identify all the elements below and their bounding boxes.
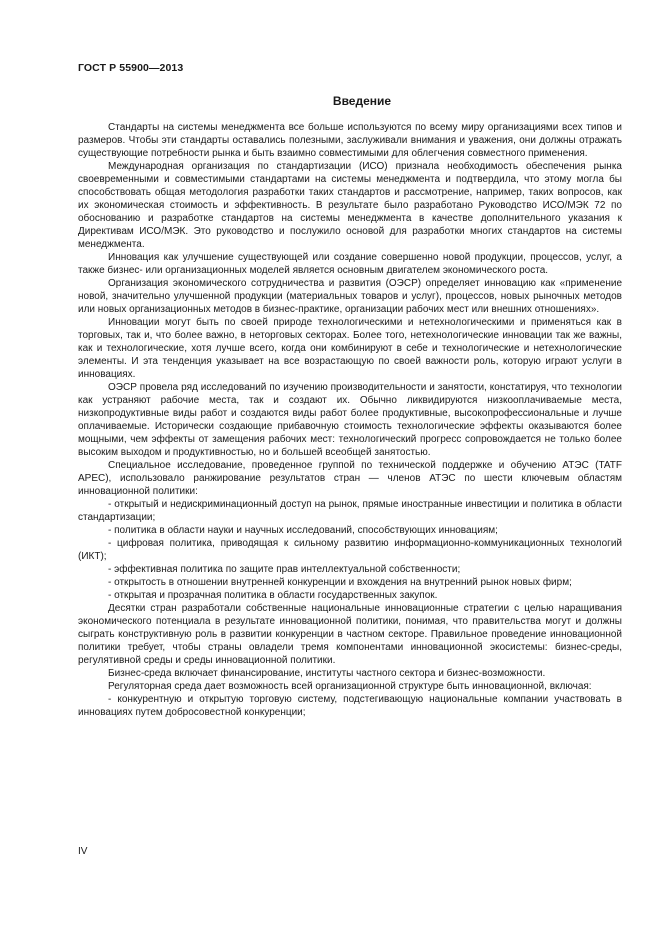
list-item: - открытая и прозрачная политика в области государственных закупок. [108, 590, 438, 601]
list-item: - открытость в отношении внутренней конкуренции и вхождения на внутренний рынок новых фирм; [108, 577, 572, 588]
paragraph: Инновации могут быть по своей природе технологическими и нетехнологическими и применяться как в торговых, так и, что более важно, в неторговых секторах. Более того, нетехнологические инновации так же важны, как и технологические, хотя лучше всего, когда они комбинируют в себе и технологические и нетехнологические элементы. И эта тенденция указывает на все возрастающую по своей важности роль, которую играют услуги в инновациях. [78, 317, 622, 380]
paragraph: Организация экономического сотрудничества и развития (ОЭСР) определяет инновацию как «применение новой, значительно улучшенной продукции (материальных товаров и услуг), процессов, новых рыночных методов или новых организационных методов в бизнес-практике, организации рабочих мест или внешних отношениях». [78, 278, 622, 315]
paragraph: Десятки стран разработали собственные национальные инновационные стратегии с целью наращивания экономического потенциала в результате инновационной политики, понимая, что правительства могут и должны сыграть конструктивную роль в развитии конкуренции в частном секторе. Правильное проведение инновационной политики требует, чтобы страны овладели тремя компонентами инновационной экосистемы: бизнес-среды, регулятивной среды и среды инновационной политики. [78, 603, 622, 666]
document-body [78, 121, 622, 719]
paragraph: Регуляторная среда дает возможность всей организационной структуре быть инновационной, включая: [108, 681, 592, 692]
paragraph: Инновация как улучшение существующей или создание совершенно новой продукции, процессов, услуг, а также бизнес- или организационных моделей является основным двигателем экономического роста. [78, 252, 622, 276]
paragraph: Бизнес-среда включает финансирование, институты частного сектора и бизнес-возможности. [108, 668, 546, 679]
paragraph: ОЭСР провела ряд исследований по изучению производительности и занятости, констатируя, что технологии как устраняют рабочие места, так и создают их. Обычно ликвидируются низкооплачиваемые места, низкопродуктивные виды работ и создаются виды работ более продуктивные, высокопрофессиональные и лучше оплачиваемые. Исторически создающие прибавочную стоимость технологические эффекты оказываются более мощными, чем эффекты от замещения рабочих мест: технологический прогресс сопровождается не только более высоким выходом и продуктивностью, но и большей всеобщей занятостью. [78, 382, 622, 458]
standard-code: ГОСТ Р 55900—2013 [78, 62, 184, 74]
list-item: - политика в области науки и научных исследований, способствующих инновациям; [108, 525, 498, 536]
list-item: - открытый и недискриминационный доступ на рынок, прямые иностранные инвестиции и политика в области стандартизации; [78, 499, 622, 523]
list-item: - конкурентную и открытую торговую систему, подстегивающую национальные компании участвовать в инновациях путем добросовестной конкуренции; [78, 694, 622, 718]
paragraph: Международная организация по стандартизации (ИСО) признала необходимость обеспечения рынка своевременными и совместимыми стандартами на системы менеджмента и подтвердила, что этому могла бы способствовать общая методология разработки таких стандартов и рассмотрение, например, таких вопросов, как их экономическая стоимость и эффективность. В результате было разработано Руководство ИСО/МЭК 72 по обоснованию и разработке стандартов на системы менеджмента в качестве дополнительного указания к Директивам ИСО/МЭК. Это руководство и послужило основой для разработки многих стандартов на системы менеджмента. [78, 161, 622, 250]
list-item: - эффективная политика по защите прав интеллектуальной собственности; [108, 564, 461, 575]
page-number: IV [78, 846, 88, 857]
list-item: - цифровая политика, приводящая к сильному развитию информационно-коммуникационных технологий (ИКТ); [78, 538, 622, 562]
paragraph: Стандарты на системы менеджмента все больше используются по всему миру организациями всех типов и размеров. Чтобы эти стандарты оставались полезными, заслуживали внимания и уважения, они должны отражать существующие потребности рынка и быть взаимно совместимыми для облегчения совместного применения. [78, 122, 622, 159]
section-title: Введение [332, 94, 392, 108]
paragraph: Специальное исследование, проведенное группой по технической поддержке и обучению АТЭС (TATF APEC), использовало ранжирование результатов стран — членов АТЭС по шести ключевым областям инновационной политики: [78, 460, 622, 497]
